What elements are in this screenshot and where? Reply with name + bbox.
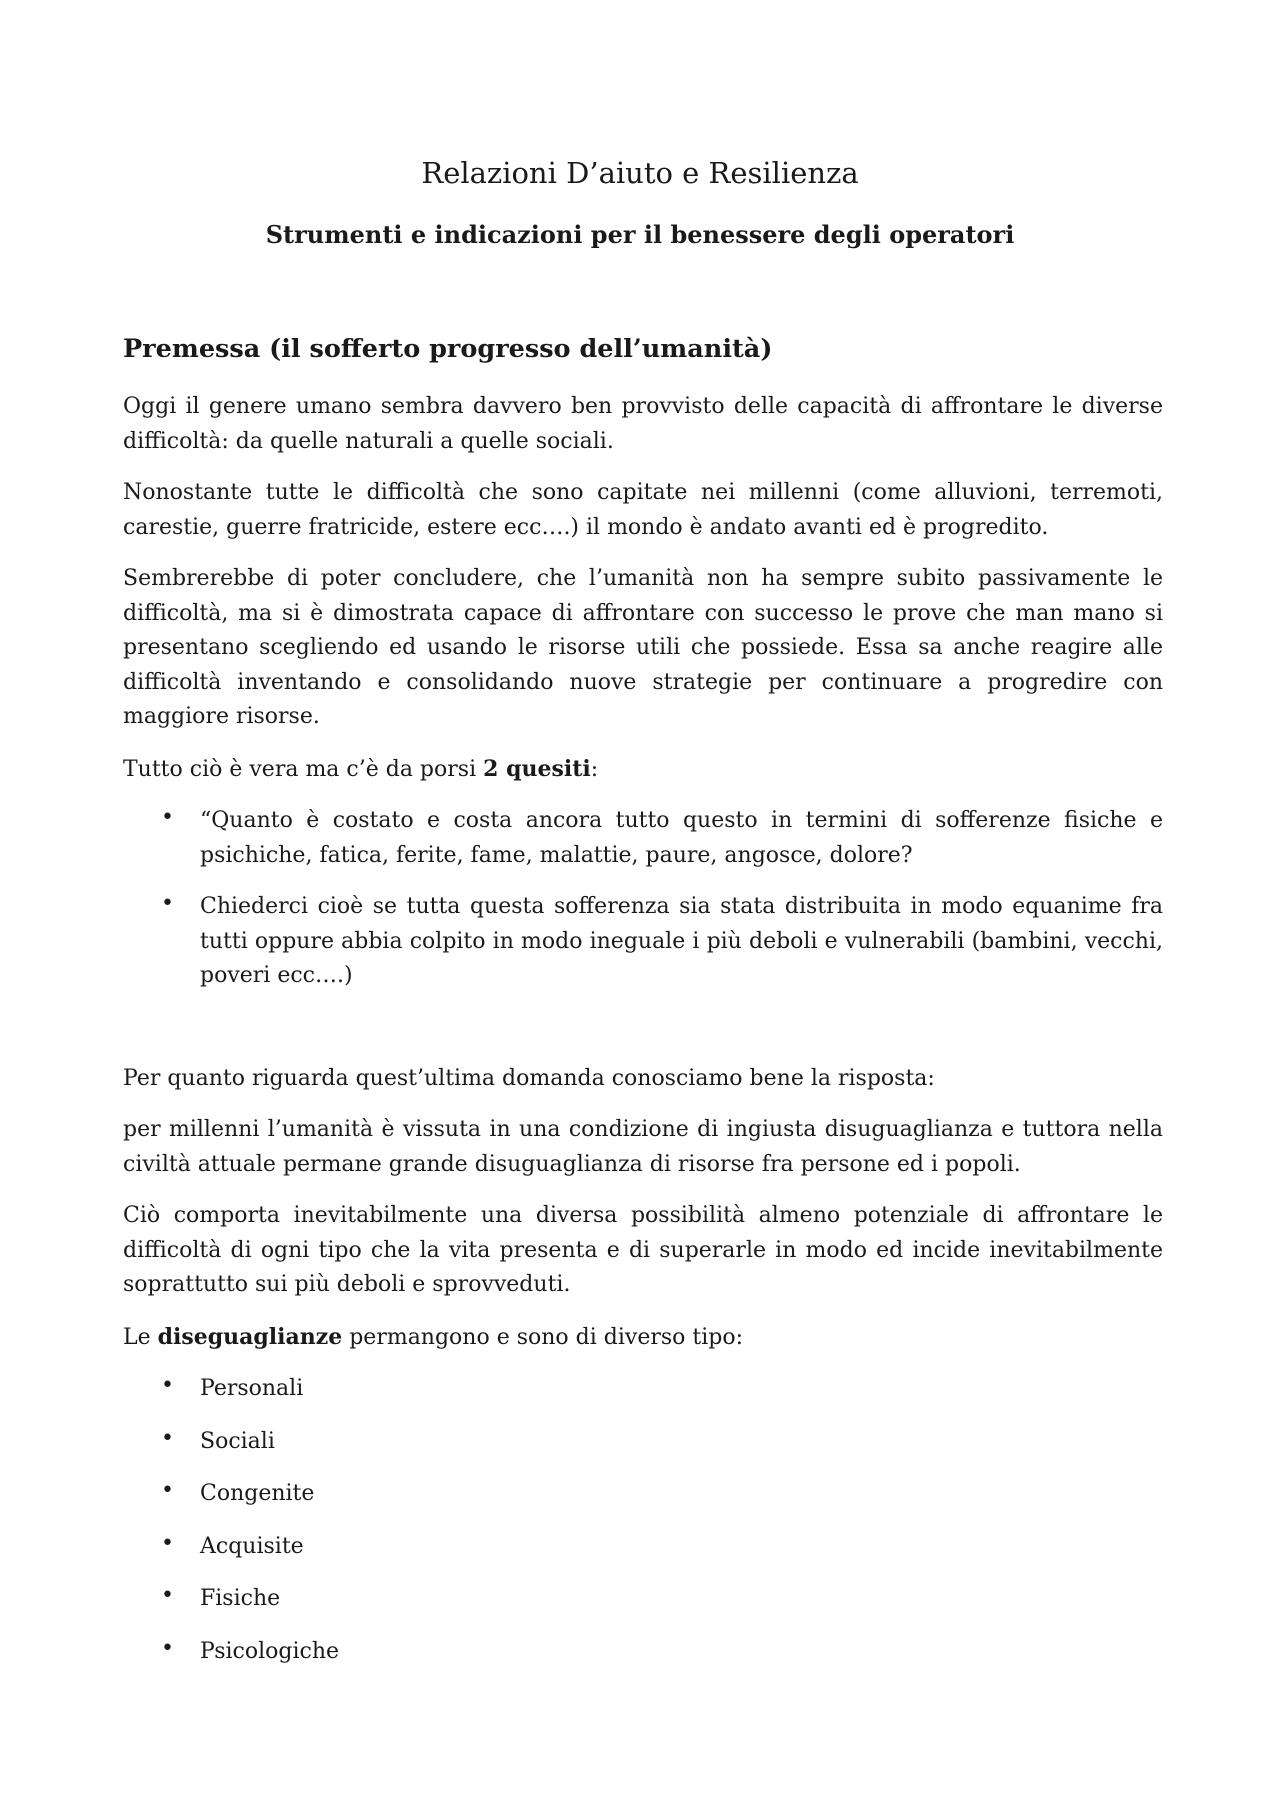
section-heading: Premessa (il sofferto progresso dell’umanità) [123, 334, 773, 364]
bullet-icon: • [161, 1373, 174, 1398]
bullet-icon: • [161, 1583, 174, 1608]
document-body [123, 390, 1163, 1687]
bullet-icon: • [161, 1478, 174, 1503]
emphasis: 2 quesiti [483, 755, 591, 782]
paragraph: Sembrerebbe di poter concludere, che l’umanità non ha sempre subito passivamente le difficoltà, ma si è dimostrata capace di affrontare con successo le prove che man mano si presentano scegliendo ed usando le risorse utili che possiede. Essa sa anche reagire alle difficoltà inventando e consolidando nuove strategie per continuare a progredire con maggiore risorse. [123, 566, 1163, 729]
paragraph: Per quanto riguarda quest’ultima domanda conosciamo bene la risposta: [123, 1065, 935, 1091]
list-item: • “Quanto è costato e costa ancora tutto questo in termini di sofferenze fisiche e psichiche, fatica, ferite, fame, malattie, paure, angosce, dolore? [123, 804, 1163, 873]
bullet-icon: • [161, 1530, 174, 1556]
document-title: Relazioni D’aiuto e Resilienza [421, 156, 859, 190]
types-list [123, 1372, 1163, 1669]
list-item: • Personali [123, 1372, 1163, 1407]
list-item: • Congenite [123, 1477, 1163, 1512]
list-item: • Fisiche [123, 1582, 1163, 1617]
bullet-icon: • [161, 805, 174, 830]
paragraph: Oggi il genere umano sembra davvero ben provvisto delle capacità di affrontare le diverse difficoltà: da quelle naturali a quelle sociali. [123, 394, 1163, 454]
paragraph-questions-intro: Tutto ciò è vera ma c’è da porsi 2 quesiti: [123, 755, 599, 782]
list-item: • Psicologiche [123, 1635, 1163, 1670]
paragraph: Nonostante tutte le difficoltà che sono capitate nei millenni (come alluvioni, terremoti, carestie, guerre fratricide, estere ecc….) il mondo è andato avanti ed è progredito. [123, 480, 1163, 540]
questions-list [123, 804, 1163, 994]
emphasis: diseguaglianze [157, 1323, 343, 1350]
document-subtitle: Strumenti e indicazioni per il benessere degli operatori [265, 220, 1015, 249]
paragraph: per millenni l’umanità è vissuta in una condizione di ingiusta disuguaglianza e tuttora nella civiltà attuale permane grande disuguaglianza di risorse fra persone ed i popoli. [123, 1117, 1163, 1177]
paragraph-types-intro: Le diseguaglianze permangono e sono di diverso tipo: [123, 1323, 744, 1350]
bullet-icon: • [161, 1425, 174, 1451]
list-item: • Chiederci cioè se tutta questa sofferenza sia stata distribuita in modo equanime fra tutti oppure abbia colpito in modo ineguale i più deboli e vulnerabili (bambini, vecchi, poveri ecc….) [123, 890, 1163, 994]
list-item: • Sociali [123, 1425, 1163, 1460]
bullet-icon: • [161, 1635, 174, 1661]
bullet-icon: • [161, 891, 174, 916]
list-item: • Acquisite [123, 1530, 1163, 1565]
paragraph: Ciò comporta inevitabilmente una diversa possibilità almeno potenziale di affrontare le difficoltà di ogni tipo che la vita presenta e di superarle in modo ed incide inevitabilmente soprattutto sui più deboli e sprovveduti. [123, 1203, 1163, 1297]
